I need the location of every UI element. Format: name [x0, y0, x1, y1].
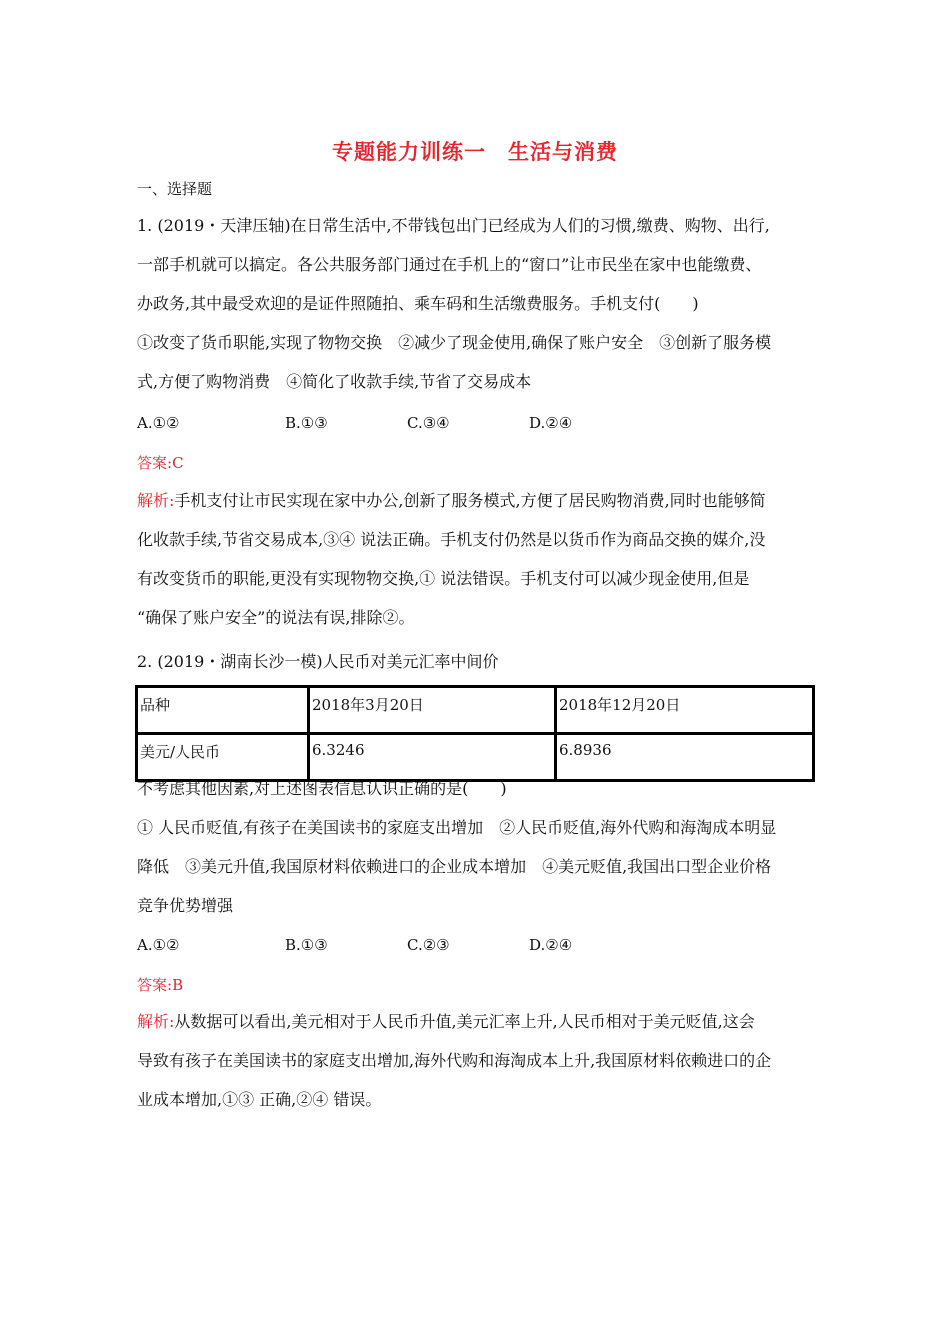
question-1-analysis	[137, 481, 817, 637]
table-cell: 美元/人民币	[137, 734, 309, 781]
analysis-line: 有改变货币的职能,更没有实现物物交换,① 说法错误。手机支付可以减少现金使用,但是	[137, 569, 750, 588]
table-cell: 品种	[137, 687, 309, 734]
option-c: C.②③	[407, 936, 450, 954]
question-2-stem	[137, 642, 817, 681]
question-1-line: 一部手机就可以搞定。各公共服务部门通过在手机上的“窗口”让市民坐在家中也能缴费、	[137, 255, 762, 274]
answer-label: 答案:	[137, 976, 173, 994]
option-d: D.②④	[529, 936, 573, 954]
question-1-line: 办政务,其中最受欢迎的是证件照随拍、乘车码和生活缴费服务。手机支付( )	[137, 294, 699, 313]
table-cell: 6.8936	[556, 734, 814, 781]
analysis-line: “确保了账户安全”的说法有误,排除②。	[137, 608, 415, 627]
option-c: C.③④	[407, 414, 450, 432]
table-cell: 6.3246	[309, 734, 556, 781]
section-heading: 一、选择题	[137, 180, 213, 198]
table-cell: 2018年3月20日	[309, 687, 556, 734]
option-a: A.①②	[137, 414, 180, 432]
exchange-rate-table	[135, 685, 815, 782]
answer-value: B	[172, 976, 184, 994]
table-header-row	[137, 687, 814, 734]
page-title: 专题能力训练一 生活与消费	[332, 140, 618, 164]
question-1-line: 1. (2019・天津压轴)在日常生活中,不带钱包出门已经成为人们的习惯,缴费、购物、出行,	[137, 216, 770, 235]
question-2-analysis	[137, 1002, 817, 1119]
question-2-body	[137, 769, 817, 925]
analysis-line: 业成本增加,①③ 正确,②④ 错误。	[137, 1090, 382, 1109]
question-2-line: ① 人民币贬值,有孩子在美国读书的家庭支出增加 ②人民币贬值,海外代购和海淘成本明显	[137, 818, 777, 837]
option-b: B.①③	[285, 414, 328, 432]
question-2-line: 2. (2019・湖南长沙一模)人民币对美元汇率中间价	[137, 652, 499, 671]
option-b: B.①③	[285, 936, 328, 954]
question-1-answer	[137, 452, 184, 473]
analysis-label: 解析:	[137, 1012, 175, 1031]
option-a: A.①②	[137, 936, 180, 954]
analysis-text: 从数据可以看出,美元相对于人民币升值,美元汇率上升,人民币相对于美元贬值,这会	[174, 1012, 755, 1031]
question-1-stem	[137, 206, 817, 401]
table-cell: 2018年12月20日	[556, 687, 814, 734]
answer-value: C	[172, 454, 184, 472]
analysis-label: 解析:	[137, 491, 175, 510]
analysis-text: 手机支付让市民实现在家中办公,创新了服务模式,方便了居民购物消费,同时也能够简	[174, 491, 766, 510]
question-2-line: 降低 ③美元升值,我国原材料依赖进口的企业成本增加 ④美元贬值,我国出口型企业价格	[137, 857, 772, 876]
question-1-line: ①改变了货币职能,实现了物物交换 ②减少了现金使用,确保了账户安全 ③创新了服务模	[137, 333, 772, 352]
analysis-line: 导致有孩子在美国读书的家庭支出增加,海外代购和海淘成本上升,我国原材料依赖进口的企	[137, 1051, 772, 1070]
question-1-line: 式,方便了购物消费 ④简化了收款手续,节省了交易成本	[137, 372, 532, 391]
analysis-line	[137, 1002, 817, 1041]
question-2-answer	[137, 974, 183, 995]
option-d: D.②④	[529, 414, 573, 432]
analysis-line: 化收款手续,节省交易成本,③④ 说法正确。手机支付仍然是以货币作为商品交换的媒介,没	[137, 530, 766, 549]
question-2-line: 不考虑其他因素,对上述图表信息认识正确的是( )	[137, 779, 507, 798]
question-2-line: 竞争优势增强	[137, 896, 234, 915]
analysis-line	[137, 481, 817, 520]
answer-label: 答案:	[137, 454, 173, 472]
